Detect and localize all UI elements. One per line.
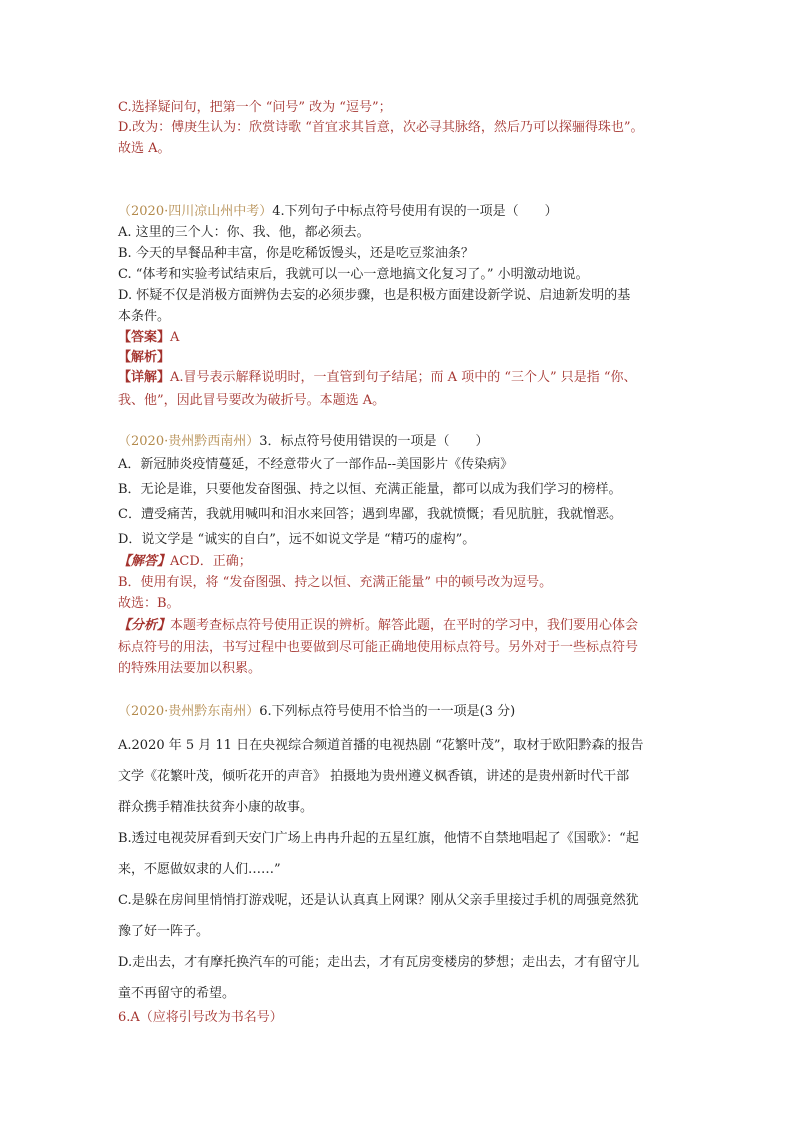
q3-solve-tag: 【解答】 [118,554,171,569]
q6-option-a-line1: A.2020 年 5 月 11 日在央视综合频道首播的电视热剧 “花繁叶茂”，取材于欧阳黔森的报告 [118,738,644,753]
s1-option-c: C.选择疑问句，把第一个 “问号” 改为 “逗号”； [118,100,392,115]
q4-answer-value: A [170,330,180,345]
q3-option-c: C．遭受痛苦，我就用喊叫和泪水来回答；遇到卑鄙，我就愤慨；看见肮脏，我就憎恶。 [118,507,622,522]
q4-detail-line1 [118,369,637,387]
q3-solve [118,553,252,571]
q6-option-c-line1: C.是躲在房间里悄悄打游戏呢，还是认认真真上网课？刚从父亲手里接过手机的周强竟然犹 [118,893,639,908]
q6-answer: 6.A（应将引号改为书名号） [118,1010,283,1025]
q4-source: （2020·四川凉山州中考） [118,204,273,219]
q3-solve-b: B．使用有误，将 “发奋图强、持之以恒、充满正能量” 中的顿号改为逗号。 [118,575,553,590]
s1-option-d: D.改为：傅庚生认为：欣赏诗歌 “首宜求其旨意，次必寻其脉络，然后乃可以探骊得珠也”。 [118,120,644,135]
q6-question [118,703,515,721]
q3-analysis-line1 [118,617,638,635]
q3-analysis-line2: 标点符号的用法，书写过程中也要做到尽可能正确地使用标点符号。另外对于一些标点符号 [118,640,639,655]
q6-option-c-line2: 豫了好一阵子。 [118,924,210,939]
q3-source: （2020·贵州黔西南州） [118,434,260,449]
q4-option-d-line1: D. 怀疑不仅是消极方面辨伪去妄的必须步骤，也是积极方面建设新学说、启迪新发明的基 [118,288,631,303]
q6-source: （2020·贵州黔东南州） [118,704,260,719]
q3-option-a: A．新冠肺炎疫情蔓延，不经意带火了一部作品--美国影片《传染病》 [118,457,514,472]
q6-option-a-line3: 群众携手精准扶贫奔小康的故事。 [118,800,314,815]
q3-choose: 故选：B。 [118,596,180,611]
q6-stem: 6.下列标点符号使用不恰当的一一项是(3 分) [259,704,516,719]
q4-option-a: A. 这里的三个人：你、我、他，都必须去。 [118,225,370,240]
q4-option-c: C. “体考和实验考试结束后，我就可以一心一意地搞文化复习了。” 小明激动地说。 [118,267,589,282]
q4-analysis-tag: 【解析】 [118,350,171,365]
q4-question [118,203,558,221]
q4-answer [118,329,179,347]
q3-analysis-line3: 的特殊用法要加以积累。 [118,661,262,676]
q4-detail-text: A.冒号表示解释说明时，一直管到句子结尾；而 A 项中的 “三个人” 只是指 “你、 [170,370,637,385]
q4-answer-tag: 【答案】 [118,330,171,345]
q3-option-b: B．无论是谁，只要他发奋图强、持之以恒、充满正能量，都可以成为我们学习的榜样。 [118,482,622,497]
q4-option-d-line2: 本条件。 [118,309,171,324]
q4-detail-tag: 【详解】 [118,370,171,385]
q4-detail-line2: 我、他”，因此冒号要改为破折号。本题选 A。 [118,393,386,408]
s1-conclusion: 故选 A。 [118,141,171,156]
q6-option-d-line2: 童不再留守的希望。 [118,986,236,1001]
q4-stem: 4.下列句子中标点符号使用有误的一项是（ ） [272,204,558,219]
q3-solve-text: ACD．正确； [170,554,252,569]
q4-option-b: B. 今天的早餐品种丰富，你是吃稀饭馒头，还是吃豆浆油条？ [118,246,474,261]
q3-stem: 3．标点符号使用错误的一项是（ ） [259,434,489,449]
q3-option-d: D．说文学是 “诚实的自白”，远不如说文学是 “精巧的虚构”。 [118,532,476,547]
q3-question [118,433,489,451]
q6-option-d-line1: D.走出去，才有摩托换汽车的可能；走出去，才有瓦房变楼房的梦想；走出去，才有留守儿 [118,955,640,970]
q6-option-b-line2: 来，不愿做奴隶的人们……” [118,862,281,877]
q3-analysis-tag: 【分析】 [118,618,171,633]
q6-option-a-line2: 文学《花繁叶茂，倾听花开的声音》 拍摄地为贵州遵义枫香镇，讲述的是贵州新时代干部 [118,769,630,784]
q3-analysis-text: 本题考查标点符号使用正误的辨析。解答此题，在平时的学习中，我们要用心体会 [170,618,639,633]
q6-option-b-line1: B.透过电视荧屏看到天安门广场上冉冉升起的五星红旗，他情不自禁地唱起了《国歌》：“起 [118,831,639,846]
